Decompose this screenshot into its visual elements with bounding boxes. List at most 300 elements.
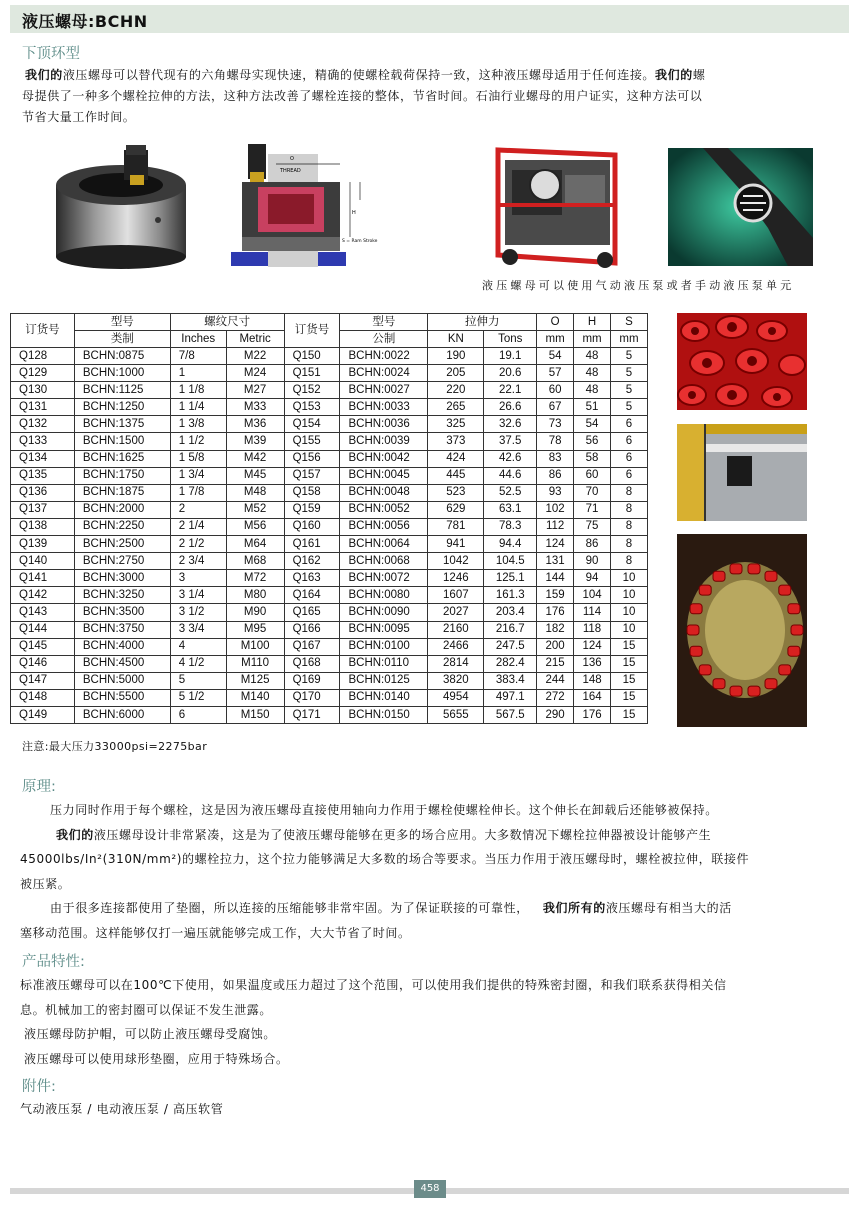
header-h-mm: mm <box>574 331 611 348</box>
cell-order-no-metric: Q154 <box>284 416 340 433</box>
cell-order-no-metric: Q163 <box>284 570 340 587</box>
cell-h: 114 <box>574 604 611 621</box>
cell-tons: 282.4 <box>484 655 537 672</box>
cell-inches: 5 1/2 <box>170 689 226 706</box>
table-row <box>11 672 648 689</box>
cell-order-no-metric: Q151 <box>284 365 340 382</box>
cell-order-no-metric: Q161 <box>284 536 340 553</box>
cell-order-no-metric: Q166 <box>284 621 340 638</box>
cell-s: 15 <box>611 655 648 672</box>
cell-o: 93 <box>537 484 574 501</box>
cell-order-no: Q130 <box>11 382 75 399</box>
table-row <box>11 450 648 467</box>
intro-line-3: 节省大量工作时间。 <box>22 110 136 124</box>
header-s: S <box>611 314 648 331</box>
cell-inches: 1 3/8 <box>170 416 226 433</box>
cell-inches: 1 3/4 <box>170 467 226 484</box>
cell-model-metric: BCHN:0125 <box>340 672 428 689</box>
cell-s: 6 <box>611 450 648 467</box>
intro-line-2: 母提供了一种多个螺栓拉伸的方法，这种方法改善了螺栓连接的整体，节省时间。石油行业螺母的用户证实，这种方法可以 <box>22 89 703 103</box>
cell-tons: 19.1 <box>484 348 537 365</box>
cell-kn: 190 <box>428 348 484 365</box>
cell-kn: 629 <box>428 501 484 518</box>
cell-order-no: Q137 <box>11 501 75 518</box>
cell-model: BCHN:2000 <box>74 501 170 518</box>
cell-order-no: Q140 <box>11 553 75 570</box>
cell-inches: 1 1/8 <box>170 382 226 399</box>
cell-inches: 5 <box>170 672 226 689</box>
cell-model: BCHN:1750 <box>74 467 170 484</box>
cell-o: 67 <box>537 399 574 416</box>
cell-model: BCHN:1125 <box>74 382 170 399</box>
header-h: H <box>574 314 611 331</box>
cell-model-metric: BCHN:0048 <box>340 484 428 501</box>
principle-line-1: 压力同时作用于每个螺栓，这是因为液压螺母直接使用轴向力作用于螺栓使螺栓伸长。这个伸长在卸载后还能够被保持。 <box>50 803 718 817</box>
principle-text-2: 液压螺母设计非常紧凑，这是为了使液压螺母能够在更多的场合应用。大多数情况下螺栓拉伸器被设计能够产生 <box>93 827 712 842</box>
title-bar <box>10 5 849 33</box>
cell-tons: 567.5 <box>484 706 537 723</box>
cell-order-no: Q139 <box>11 536 75 553</box>
cell-s: 8 <box>611 484 648 501</box>
cell-order-no: Q144 <box>11 621 75 638</box>
cell-model-metric: BCHN:0052 <box>340 501 428 518</box>
cell-order-no-metric: Q159 <box>284 501 340 518</box>
cell-s: 10 <box>611 570 648 587</box>
cell-h: 48 <box>574 365 611 382</box>
cell-order-no-metric: Q165 <box>284 604 340 621</box>
cell-kn: 3820 <box>428 672 484 689</box>
table-row <box>11 553 648 570</box>
cell-order-no-metric: Q157 <box>284 467 340 484</box>
cell-model-metric: BCHN:0045 <box>340 467 428 484</box>
cell-tons: 20.6 <box>484 365 537 382</box>
cell-order-no-metric: Q156 <box>284 450 340 467</box>
cell-metric: M68 <box>226 553 284 570</box>
cell-model-metric: BCHN:0150 <box>340 706 428 723</box>
cell-order-no: Q131 <box>11 399 75 416</box>
table-row <box>11 587 648 604</box>
cell-o: 124 <box>537 536 574 553</box>
intro-text-1-end: 螺 <box>692 68 706 82</box>
feature-line-4: 液压螺母可以使用球形垫圈，应用于特殊场合。 <box>24 1051 289 1066</box>
header-metric: Metric <box>226 331 284 348</box>
cell-s: 8 <box>611 518 648 535</box>
cell-o: 78 <box>537 433 574 450</box>
cell-model: BCHN:3750 <box>74 621 170 638</box>
table-row <box>11 484 648 501</box>
cell-kn: 373 <box>428 433 484 450</box>
cell-metric: M24 <box>226 365 284 382</box>
cell-kn: 2466 <box>428 638 484 655</box>
cell-kn: 220 <box>428 382 484 399</box>
cell-tons: 104.5 <box>484 553 537 570</box>
cell-order-no-metric: Q170 <box>284 689 340 706</box>
cell-o: 200 <box>537 638 574 655</box>
cell-kn: 781 <box>428 518 484 535</box>
cell-h: 48 <box>574 382 611 399</box>
cell-order-no: Q135 <box>11 467 75 484</box>
table-row <box>11 638 648 655</box>
cell-tons: 125.1 <box>484 570 537 587</box>
header-order-no-metric: 订货号 <box>284 314 340 348</box>
cell-inches: 1 <box>170 365 226 382</box>
principle-line-6: 塞移动范围。这样能够仅打一遍压就能够完成工作，大大节省了时间。 <box>20 925 411 940</box>
cell-h: 60 <box>574 467 611 484</box>
cell-model-metric: BCHN:0072 <box>340 570 428 587</box>
cell-kn: 325 <box>428 416 484 433</box>
cell-model: BCHN:5500 <box>74 689 170 706</box>
cell-metric: M125 <box>226 672 284 689</box>
cell-s: 15 <box>611 689 648 706</box>
cell-kn: 2160 <box>428 621 484 638</box>
header-imperial: 类制 <box>74 331 170 348</box>
cell-o: 290 <box>537 706 574 723</box>
cell-order-no: Q128 <box>11 348 75 365</box>
cell-kn: 5655 <box>428 706 484 723</box>
cell-metric: M140 <box>226 689 284 706</box>
cell-model: BCHN:3500 <box>74 604 170 621</box>
cell-h: 70 <box>574 484 611 501</box>
table-row <box>11 570 648 587</box>
header-s-mm: mm <box>611 331 648 348</box>
table-row <box>11 706 648 723</box>
cell-tons: 161.3 <box>484 587 537 604</box>
cell-model: BCHN:3000 <box>74 570 170 587</box>
cell-h: 124 <box>574 638 611 655</box>
cell-inches: 3 1/2 <box>170 604 226 621</box>
cell-model: BCHN:2500 <box>74 536 170 553</box>
cell-h: 56 <box>574 433 611 450</box>
cell-order-no: Q133 <box>11 433 75 450</box>
cell-s: 5 <box>611 382 648 399</box>
cell-model: BCHN:2750 <box>74 553 170 570</box>
cell-metric: M52 <box>226 501 284 518</box>
cell-metric: M90 <box>226 604 284 621</box>
cell-o: 60 <box>537 382 574 399</box>
header-inches: Inches <box>170 331 226 348</box>
cell-metric: M39 <box>226 433 284 450</box>
cell-model-metric: BCHN:0140 <box>340 689 428 706</box>
cell-order-no-metric: Q158 <box>284 484 340 501</box>
principle-line-4: 被压紧。 <box>20 876 71 891</box>
cell-order-no: Q134 <box>11 450 75 467</box>
cell-model-metric: BCHN:0064 <box>340 536 428 553</box>
cell-order-no: Q136 <box>11 484 75 501</box>
cell-model-metric: BCHN:0042 <box>340 450 428 467</box>
cell-h: 164 <box>574 689 611 706</box>
section-accessories: 附件: <box>22 1079 56 1095</box>
cell-h: 75 <box>574 518 611 535</box>
cell-h: 48 <box>574 348 611 365</box>
cell-kn: 205 <box>428 365 484 382</box>
table-row <box>11 382 648 399</box>
installation-photo <box>677 424 807 521</box>
principle-line-5 <box>20 896 850 921</box>
cell-tons: 497.1 <box>484 689 537 706</box>
cell-model: BCHN:1000 <box>74 365 170 382</box>
cell-s: 15 <box>611 706 648 723</box>
cell-tons: 22.1 <box>484 382 537 399</box>
table-row <box>11 689 648 706</box>
feature-line-3: 液压螺母防护帽，可以防止液压螺母受腐蚀。 <box>24 1027 277 1041</box>
table-row <box>11 467 648 484</box>
cell-o: 272 <box>537 689 574 706</box>
header-order-no-imperial: 订货号 <box>11 314 75 348</box>
cell-inches: 2 <box>170 501 226 518</box>
cell-order-no-metric: Q168 <box>284 655 340 672</box>
cell-metric: M80 <box>226 587 284 604</box>
cell-metric: M150 <box>226 706 284 723</box>
cell-model-metric: BCHN:0090 <box>340 604 428 621</box>
cell-model: BCHN:3250 <box>74 587 170 604</box>
cell-s: 6 <box>611 416 648 433</box>
cell-kn: 1042 <box>428 553 484 570</box>
cell-tons: 247.5 <box>484 638 537 655</box>
table-row <box>11 655 648 672</box>
cell-o: 131 <box>537 553 574 570</box>
cell-model-metric: BCHN:0033 <box>340 399 428 416</box>
hydraulic-nut-photo <box>48 145 198 270</box>
cell-inches: 7/8 <box>170 348 226 365</box>
tool-in-use-photo <box>668 148 813 266</box>
header-metric-system: 公制 <box>340 331 428 348</box>
cell-model: BCHN:1625 <box>74 450 170 467</box>
cell-model: BCHN:1875 <box>74 484 170 501</box>
cell-inches: 4 1/2 <box>170 655 226 672</box>
cell-o: 215 <box>537 655 574 672</box>
cell-h: 51 <box>574 399 611 416</box>
diagram-label-thread: THREAD <box>280 168 301 174</box>
cell-o: 83 <box>537 450 574 467</box>
cell-metric: M95 <box>226 621 284 638</box>
cell-order-no: Q138 <box>11 518 75 535</box>
cell-tons: 383.4 <box>484 672 537 689</box>
cell-inches: 6 <box>170 706 226 723</box>
header-model-metric: 型号 <box>340 314 428 331</box>
cell-o: 144 <box>537 570 574 587</box>
cell-metric: M45 <box>226 467 284 484</box>
table-row <box>11 501 648 518</box>
cell-s: 15 <box>611 672 648 689</box>
flange-with-nuts-photo <box>677 534 807 727</box>
cell-h: 94 <box>574 570 611 587</box>
cell-tons: 63.1 <box>484 501 537 518</box>
cell-model: BCHN:4000 <box>74 638 170 655</box>
cell-order-no: Q143 <box>11 604 75 621</box>
cell-kn: 523 <box>428 484 484 501</box>
cell-tons: 44.6 <box>484 467 537 484</box>
section-top-ring: 下顶环型 <box>22 46 80 62</box>
cell-model-metric: BCHN:0068 <box>340 553 428 570</box>
table-row <box>11 621 648 638</box>
cell-inches: 3 1/4 <box>170 587 226 604</box>
cell-s: 15 <box>611 638 648 655</box>
cell-inches: 2 1/2 <box>170 536 226 553</box>
intro-bold-2: 我们的 <box>655 68 693 82</box>
cell-inches: 2 3/4 <box>170 553 226 570</box>
cell-kn: 2027 <box>428 604 484 621</box>
cell-kn: 2814 <box>428 655 484 672</box>
cell-tons: 203.4 <box>484 604 537 621</box>
cell-o: 102 <box>537 501 574 518</box>
cell-order-no-metric: Q169 <box>284 672 340 689</box>
cell-order-no: Q148 <box>11 689 75 706</box>
cell-o: 112 <box>537 518 574 535</box>
cell-o: 176 <box>537 604 574 621</box>
cell-inches: 1 1/4 <box>170 399 226 416</box>
cell-order-no: Q142 <box>11 587 75 604</box>
cell-kn: 941 <box>428 536 484 553</box>
table-row <box>11 536 648 553</box>
cell-model-metric: BCHN:0027 <box>340 382 428 399</box>
page-number: 458 <box>414 1180 446 1198</box>
header-tension-force: 拉伸力 <box>428 314 537 331</box>
cell-s: 6 <box>611 433 648 450</box>
cell-s: 5 <box>611 399 648 416</box>
cell-order-no-metric: Q153 <box>284 399 340 416</box>
cell-tons: 26.6 <box>484 399 537 416</box>
cell-model-metric: BCHN:0036 <box>340 416 428 433</box>
cell-o: 159 <box>537 587 574 604</box>
cell-o: 57 <box>537 365 574 382</box>
header-thread-size: 螺纹尺寸 <box>170 314 284 331</box>
cell-order-no-metric: Q171 <box>284 706 340 723</box>
cell-s: 10 <box>611 587 648 604</box>
table-row <box>11 604 648 621</box>
cell-order-no: Q147 <box>11 672 75 689</box>
cell-tons: 78.3 <box>484 518 537 535</box>
feature-line-1: 标准液压螺母可以在100℃下使用，如果温度或压力超过了这个范围，可以使用我们提供的特殊密封圈，和我们联系获得相关信 <box>20 978 727 992</box>
diagram-label-h: H <box>352 210 356 216</box>
principle-text-5: 由于很多连接都使用了垫圈，所以连接的压缩能够非常牢固。为了保证联接的可靠性， <box>50 901 529 915</box>
cell-metric: M56 <box>226 518 284 535</box>
cell-metric: M48 <box>226 484 284 501</box>
cell-s: 10 <box>611 621 648 638</box>
cell-metric: M22 <box>226 348 284 365</box>
feature-line-2: 息。机械加工的密封圈可以保证不发生泄露。 <box>20 1002 273 1017</box>
diagram-label-s: S = Ram Stroke <box>342 239 378 244</box>
cell-s: 5 <box>611 365 648 382</box>
table-row <box>11 348 648 365</box>
cell-tons: 94.4 <box>484 536 537 553</box>
cell-model-metric: BCHN:0110 <box>340 655 428 672</box>
cell-o: 86 <box>537 467 574 484</box>
cell-o: 244 <box>537 672 574 689</box>
cell-model-metric: BCHN:0100 <box>340 638 428 655</box>
cell-metric: M72 <box>226 570 284 587</box>
header-o-mm: mm <box>537 331 574 348</box>
cell-h: 148 <box>574 672 611 689</box>
red-nuts-photo <box>677 313 807 410</box>
cell-metric: M110 <box>226 655 284 672</box>
cell-order-no-metric: Q152 <box>284 382 340 399</box>
cell-metric: M27 <box>226 382 284 399</box>
cell-order-no-metric: Q160 <box>284 518 340 535</box>
cell-kn: 265 <box>428 399 484 416</box>
principle-text-5-end: 液压螺母有相当大的活 <box>605 901 732 915</box>
cell-metric: M36 <box>226 416 284 433</box>
cell-model: BCHN:1500 <box>74 433 170 450</box>
principle-paragraph <box>20 798 850 945</box>
cell-model-metric: BCHN:0095 <box>340 621 428 638</box>
cell-h: 86 <box>574 536 611 553</box>
cell-order-no-metric: Q155 <box>284 433 340 450</box>
table-row <box>11 365 648 382</box>
cell-model-metric: BCHN:0022 <box>340 348 428 365</box>
cell-h: 136 <box>574 655 611 672</box>
cell-h: 118 <box>574 621 611 638</box>
cell-s: 8 <box>611 553 648 570</box>
cell-kn: 4954 <box>428 689 484 706</box>
header-model-imperial: 型号 <box>74 314 170 331</box>
cell-inches: 3 <box>170 570 226 587</box>
cross-section-diagram <box>228 142 388 267</box>
table-header-row-1 <box>11 314 648 331</box>
cell-h: 58 <box>574 450 611 467</box>
table-row <box>11 518 648 535</box>
principle-bold-1: 我们的 <box>56 827 94 842</box>
cell-order-no: Q141 <box>11 570 75 587</box>
cell-model: BCHN:1250 <box>74 399 170 416</box>
cell-s: 10 <box>611 604 648 621</box>
table-row <box>11 399 648 416</box>
cell-tons: 216.7 <box>484 621 537 638</box>
cell-order-no-metric: Q162 <box>284 553 340 570</box>
cell-metric: M64 <box>226 536 284 553</box>
cell-s: 8 <box>611 501 648 518</box>
cell-h: 90 <box>574 553 611 570</box>
table-row <box>11 416 648 433</box>
cell-h: 176 <box>574 706 611 723</box>
cell-kn: 1246 <box>428 570 484 587</box>
cell-inches: 1 1/2 <box>170 433 226 450</box>
features-paragraph <box>20 973 850 1071</box>
cell-order-no: Q146 <box>11 655 75 672</box>
cell-model-metric: BCHN:0080 <box>340 587 428 604</box>
cell-metric: M33 <box>226 399 284 416</box>
cell-s: 6 <box>611 467 648 484</box>
intro-line-1 <box>25 65 845 86</box>
cell-model-metric: BCHN:0024 <box>340 365 428 382</box>
cell-order-no: Q132 <box>11 416 75 433</box>
cell-model: BCHN:5000 <box>74 672 170 689</box>
cell-inches: 1 5/8 <box>170 450 226 467</box>
cell-h: 54 <box>574 416 611 433</box>
cell-model: BCHN:2250 <box>74 518 170 535</box>
section-features: 产品特性: <box>22 954 85 970</box>
cell-model: BCHN:4500 <box>74 655 170 672</box>
cell-o: 73 <box>537 416 574 433</box>
photo-caption: 液压螺母可以使用气动液压泵或者手动液压泵单元 <box>482 279 795 292</box>
cell-model: BCHN:6000 <box>74 706 170 723</box>
principle-line-3: 45000lbs/In²(310N/mm²)的螺栓拉力，这个拉力能够满足大多数的场合等要求。当压力作用于液压螺母时，螺栓被拉伸，联接件 <box>20 852 750 866</box>
cell-h: 71 <box>574 501 611 518</box>
cell-inches: 2 1/4 <box>170 518 226 535</box>
intro-paragraph <box>22 65 845 128</box>
cell-s: 5 <box>611 348 648 365</box>
cell-tons: 52.5 <box>484 484 537 501</box>
cell-tons: 32.6 <box>484 416 537 433</box>
cell-model-metric: BCHN:0056 <box>340 518 428 535</box>
cell-order-no-metric: Q164 <box>284 587 340 604</box>
header-tons: Tons <box>484 331 537 348</box>
cell-inches: 4 <box>170 638 226 655</box>
cell-model: BCHN:0875 <box>74 348 170 365</box>
cell-kn: 445 <box>428 467 484 484</box>
cell-tons: 42.6 <box>484 450 537 467</box>
cell-o: 182 <box>537 621 574 638</box>
intro-bold-1: 我们的 <box>25 68 63 82</box>
